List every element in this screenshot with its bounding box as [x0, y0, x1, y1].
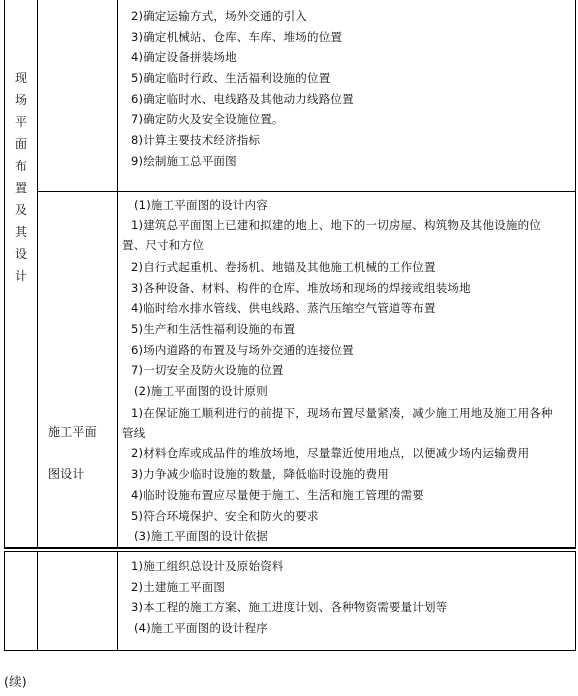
content-line: 4)确定设备拼装场地 [131, 50, 237, 64]
lower-table-top-border [4, 551, 576, 552]
lower-table-col-divider [37, 551, 38, 651]
content-line: 2)自行式起重机、卷扬机、地锚及其他施工机械的工作位置 [131, 260, 436, 274]
continued-label: (续) [4, 674, 27, 689]
content-line: 5)生产和生活性福利设施的布置 [131, 322, 296, 336]
content-line: 9)绘制施工总平面图 [131, 154, 237, 168]
table-right-border [575, 0, 576, 548]
content-line: 8)计算主要技术经济指标 [131, 133, 261, 147]
row-label-line1: 施工平面 [48, 425, 97, 439]
lower-table-left-border [4, 551, 5, 651]
lower-table-right-border [575, 551, 576, 651]
content-line: 6)场内道路的布置及与场外交通的连接位置 [131, 343, 354, 357]
section-title-char: 及 [14, 203, 27, 217]
content-heading: (1)施工平面图的设计内容 [134, 198, 268, 212]
section-title-char: 设 [14, 247, 27, 261]
content-line: 3)确定机械站、仓库、车库、堆场的位置 [131, 30, 343, 44]
lower-table-inner-divider [117, 551, 118, 651]
content-line: 1)建筑总平面图上已建和拟建的地上、地下的一切房屋、构筑物及其他设施的位 [131, 218, 541, 232]
content-line: 7)确定防火及安全设施位置。 [131, 112, 284, 126]
section-title-char: 平 [14, 115, 27, 129]
content-line: 1)施工组织总设计及原始资料 [131, 559, 284, 573]
row-label-line2: 图设计 [48, 467, 85, 481]
table-col-divider-1 [37, 0, 38, 548]
content-line: 7)一切安全及防火设施的位置 [131, 363, 284, 377]
section-title-char: 面 [14, 137, 27, 151]
section-title-char: 置 [14, 181, 27, 195]
content-line: 管线 [122, 426, 146, 440]
content-heading: (2)施工平面图的设计原则 [134, 384, 268, 398]
lower-table-bottom-border [4, 650, 576, 651]
table-col-divider-2 [117, 0, 118, 548]
content-line: 5)确定临时行政、生活福利设施的位置 [131, 71, 331, 85]
content-line: 4)临时设施布置应尽量便于施工、生活和施工管理的需要 [131, 488, 425, 502]
content-line: 1)在保证施工顺利进行的前提下，现场布置尽量紧凑，减少施工用地及施工用各种 [131, 406, 553, 420]
content-line: 3)各种设备、材料、构件的仓库、堆放场和现场的焊接或组装场地 [131, 281, 471, 295]
section-title-char: 现 [14, 71, 27, 85]
content-line: 3)本工程的施工方案、施工进度计划、各种物资需要量计划等 [131, 600, 448, 614]
content-line: 2)材料仓库或成品件的堆放场地，尽量靠近使用地点，以便减少场内运输费用 [131, 446, 530, 460]
row-divider [37, 191, 576, 192]
content-line: 4)临时给水排水管线、供电线路、蒸汽压缩空气管道等布置 [131, 301, 436, 315]
content-line: 5)符合环境保护、安全和防火的要求 [131, 509, 319, 523]
table-left-border [4, 0, 5, 548]
section-title-char: 场 [14, 93, 27, 107]
content-heading: (4)施工平面图的设计程序 [134, 621, 268, 635]
content-heading: (3)施工平面图的设计依据 [134, 529, 268, 543]
section-title-char: 其 [14, 225, 27, 239]
content-line: 6)确定临时水、电线路及其他动力线路位置 [131, 92, 354, 106]
content-line: 置、尺寸和方位 [122, 238, 204, 252]
section-title-char: 计 [14, 269, 27, 283]
section-title-char: 布 [14, 159, 27, 173]
content-line: 2)确定运输方式，场外交通的引入 [131, 9, 308, 23]
content-line: 3)力争减少临时设施的数量，降低临时设施的费用 [131, 467, 389, 481]
table-bottom-border [4, 547, 576, 549]
content-line: 2)土建施工平面图 [131, 580, 226, 594]
